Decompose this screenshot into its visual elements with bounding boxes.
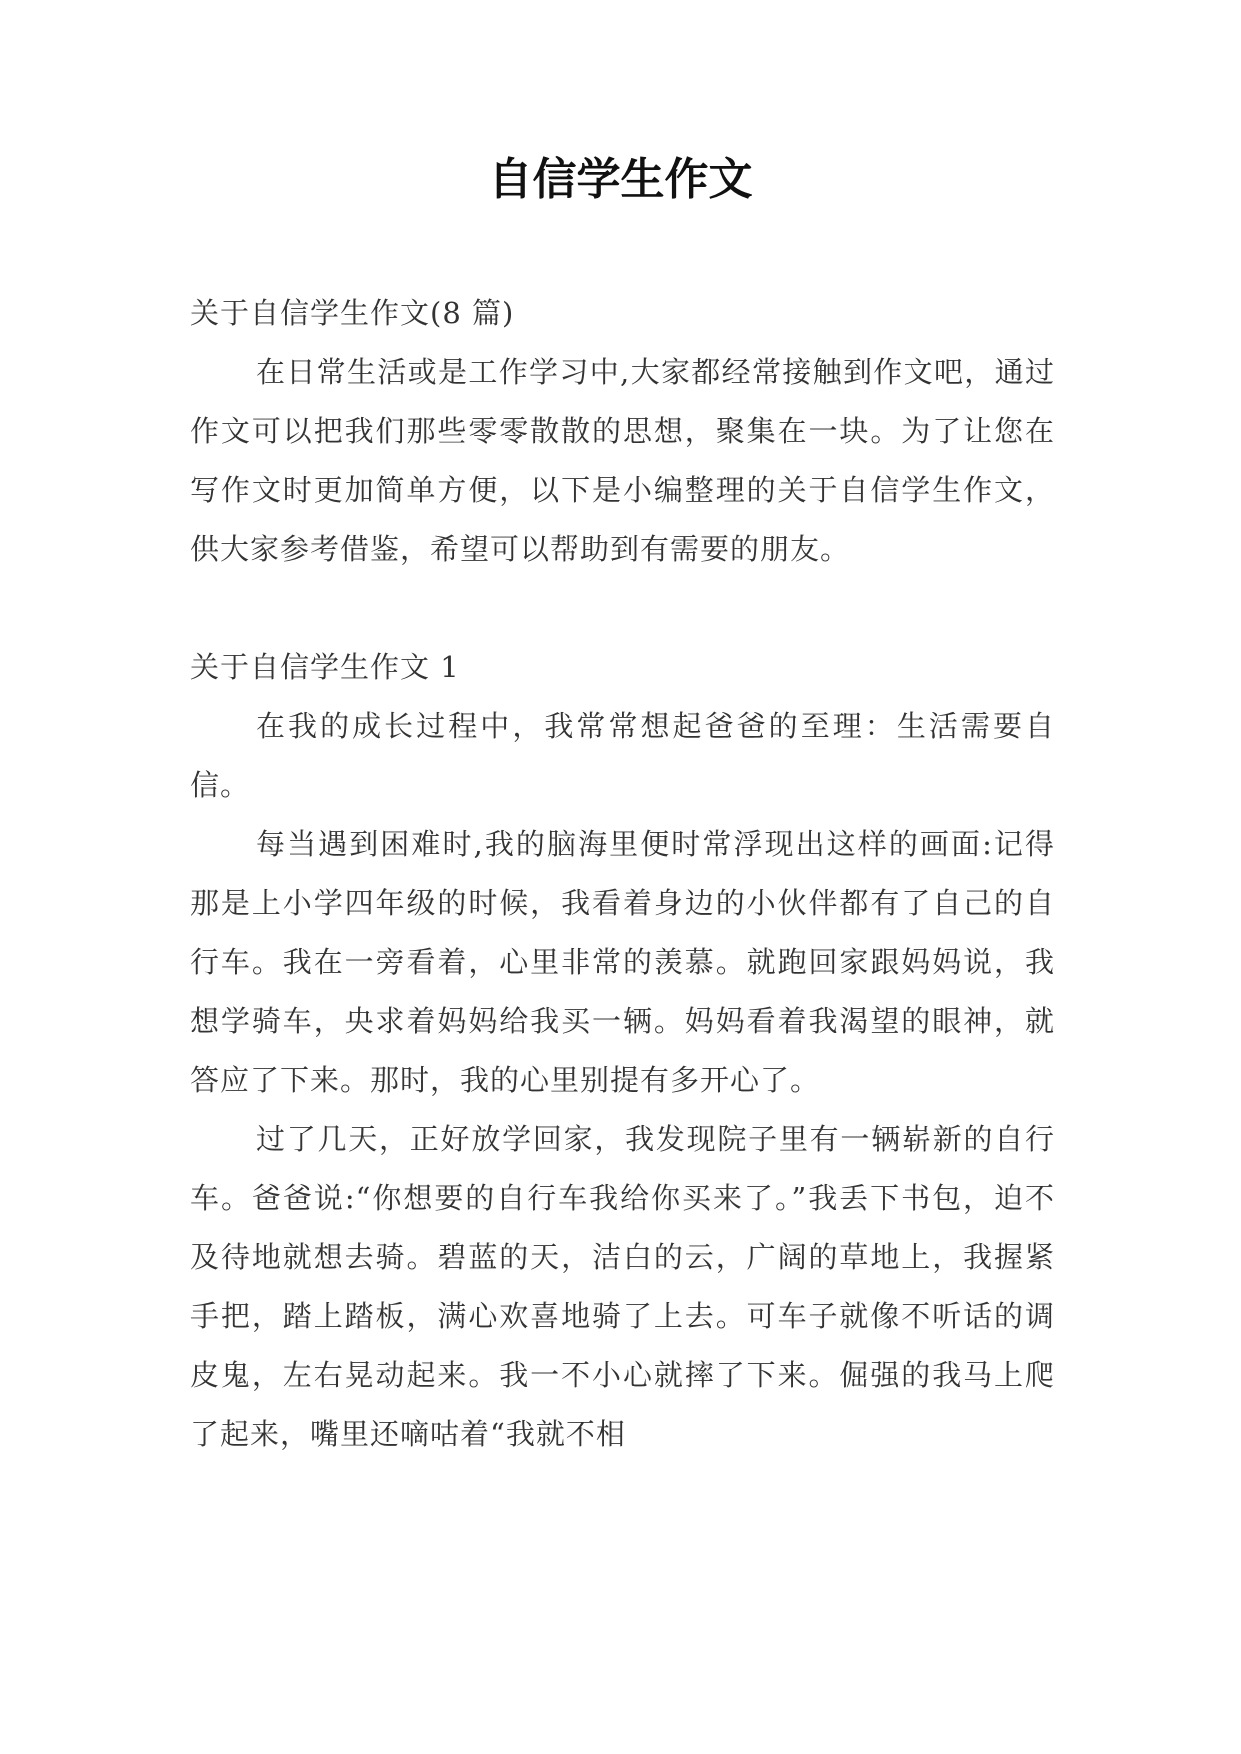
section-spacer — [190, 579, 1055, 638]
document-title: 自信学生作文 — [488, 154, 753, 205]
essay-1-heading: 关于自信学生作文 1 — [190, 650, 460, 684]
essay-1-paragraph: 过了几天，正好放学回家，我发现院子里有一辆崭新的自行车。爸爸说:“你想要的自行车我给你买来了。”我丢下书包，迫不及待地就想去骑。碧蓝的天，洁白的云，广阔的草地上，我握紧手把，踏上踏板，满心欢喜地骑了上去。可车子就像不听话的调皮鬼，左右晃动起来。我一不小心就摔了下来。倔强的我马上爬了起来，嘴里还嘀咕着“我就不相 — [190, 1122, 1055, 1451]
document-body — [190, 284, 1055, 1464]
intro-paragraph: 在日常生活或是工作学习中,大家都经常接触到作文吧，通过作文可以把我们那些零零散散的思想，聚集在一块。为了让您在写作文时更加简单方便，以下是小编整理的关于自信学生作文，供大家参考借鉴，希望可以帮助到有需要的朋友。 — [190, 355, 1055, 566]
essay-1-paragraph: 在我的成长过程中，我常常想起爸爸的至理：生活需要自信。 — [190, 709, 1055, 802]
intro-heading: 关于自信学生作文(8 篇) — [190, 296, 515, 330]
essay-1-paragraph: 每当遇到困难时,我的脑海里便时常浮现出这样的画面:记得那是上小学四年级的时候，我看着身边的小伙伴都有了自己的自行车。我在一旁看着，心里非常的羡慕。就跑回家跟妈妈说，我想学骑车，央求着妈妈给我买一辆。妈妈看着我渴望的眼神，就答应了下来。那时，我的心里别提有多开心了。 — [190, 827, 1055, 1097]
